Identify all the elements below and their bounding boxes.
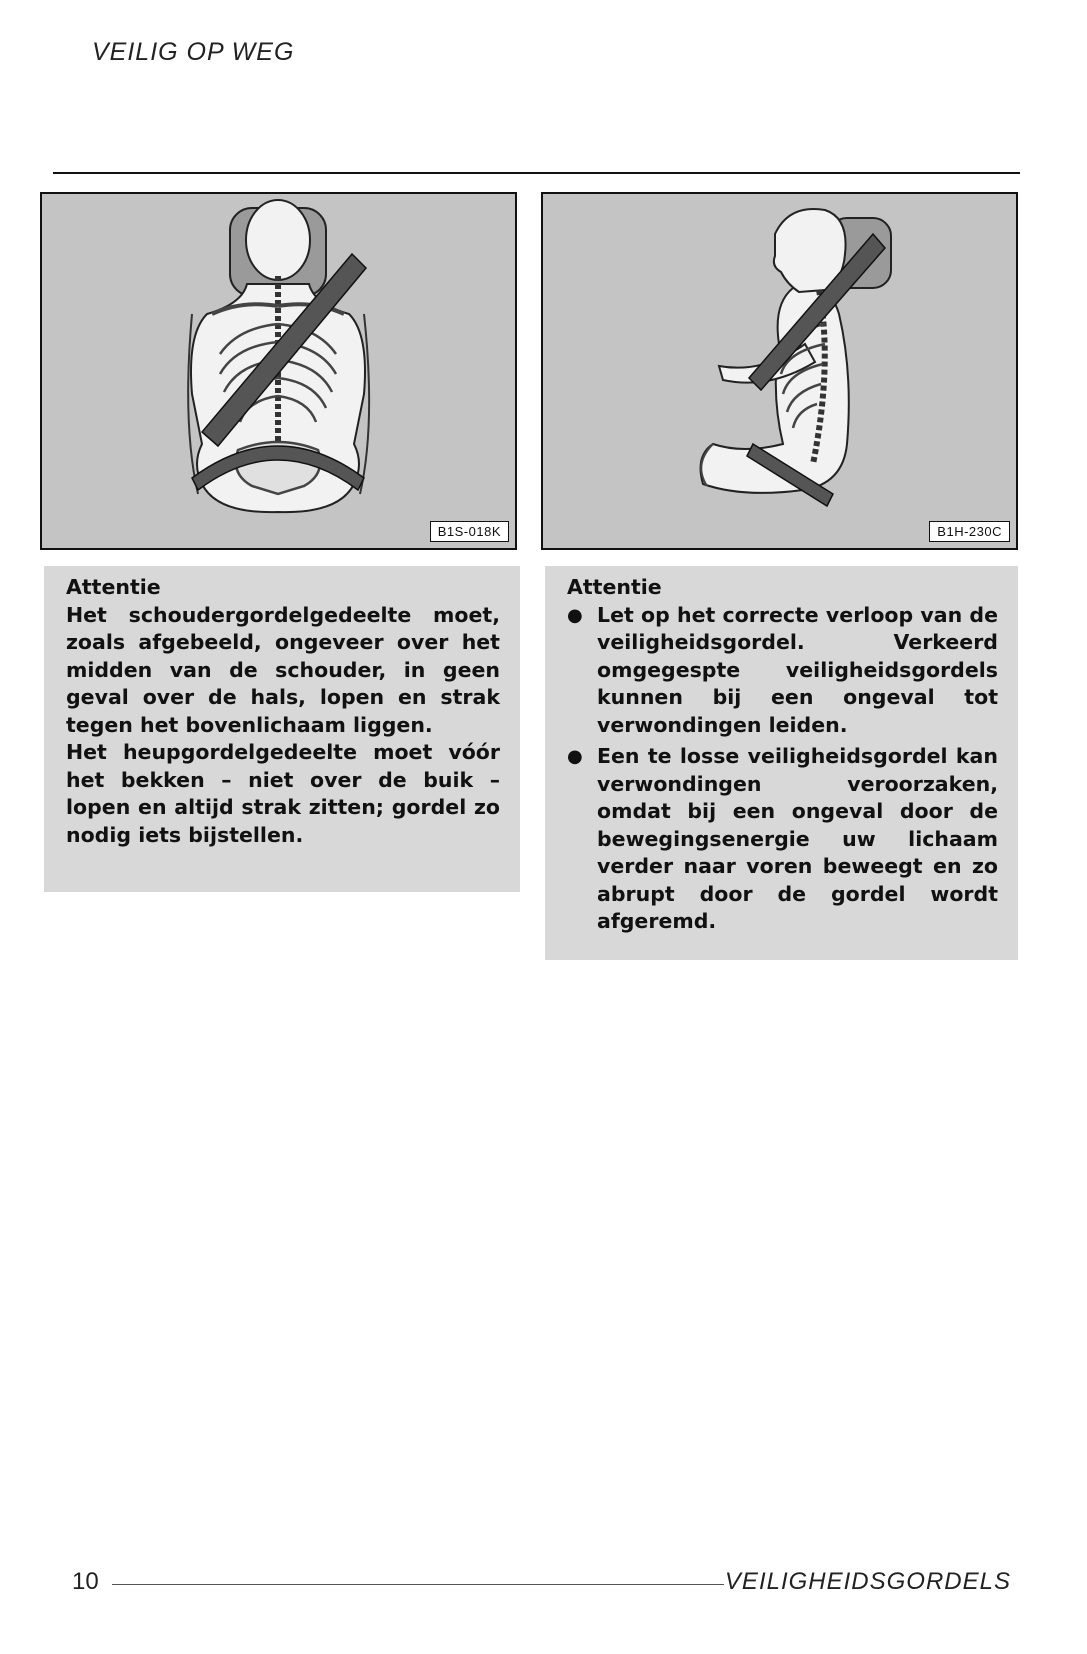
page-header-title: VEILIG OP WEG [92,38,295,66]
attention-bullet-text: Let op het correcte verloop van de veiligheidsgordel. Verkeerd omgegespte veiligheidsgordels kunnen bij een ongeval tot verwondingen leiden. [597,602,998,737]
footer-section-title: VEILIGHEIDSGORDELS [724,1568,1011,1595]
figure-code-label: B1H-230C [929,521,1010,542]
attention-box-shoulder-belt [44,566,520,892]
page-number: 10 [72,1568,99,1595]
attention-bullet-text: Een te losse veiligheidsgordel kan verwondingen veroorzaken, omdat bij een ongeval door de bewegingsenergie uw lichaam verder naar voren beweegt en zo abrupt door de gordel wordt afgeremd. [597,744,998,933]
skeleton-front-illustration [42,194,515,548]
footer-divider [112,1584,724,1585]
figure-belt-front-view [40,192,517,550]
attention-bullet-item [567,743,998,936]
attention-box-belt-routing [545,566,1018,960]
attention-heading: Attentie [66,575,161,599]
header-divider [53,172,1020,174]
figure-belt-side-view [541,192,1018,550]
figure-code-label: B1S-018K [430,521,509,542]
attention-heading: Attentie [567,575,662,599]
attention-bullet-item [567,602,998,740]
bullet-dot-icon: ● [567,604,583,626]
attention-paragraph: Het schoudergordelgedeelte moet, zoals afgebeeld, ongeveer over het midden van de schouder, in geen geval over de hals, lopen en strak tegen het bovenlichaam liggen. [66,602,500,737]
bullet-dot-icon: ● [567,746,583,767]
attention-paragraph: Het heupgordelgedeelte moet vóór het bekken – niet over de buik – lopen en altijd strak zitten; gordel zo nodig iets bijstellen. [66,740,500,847]
skeleton-side-illustration [543,194,1016,548]
